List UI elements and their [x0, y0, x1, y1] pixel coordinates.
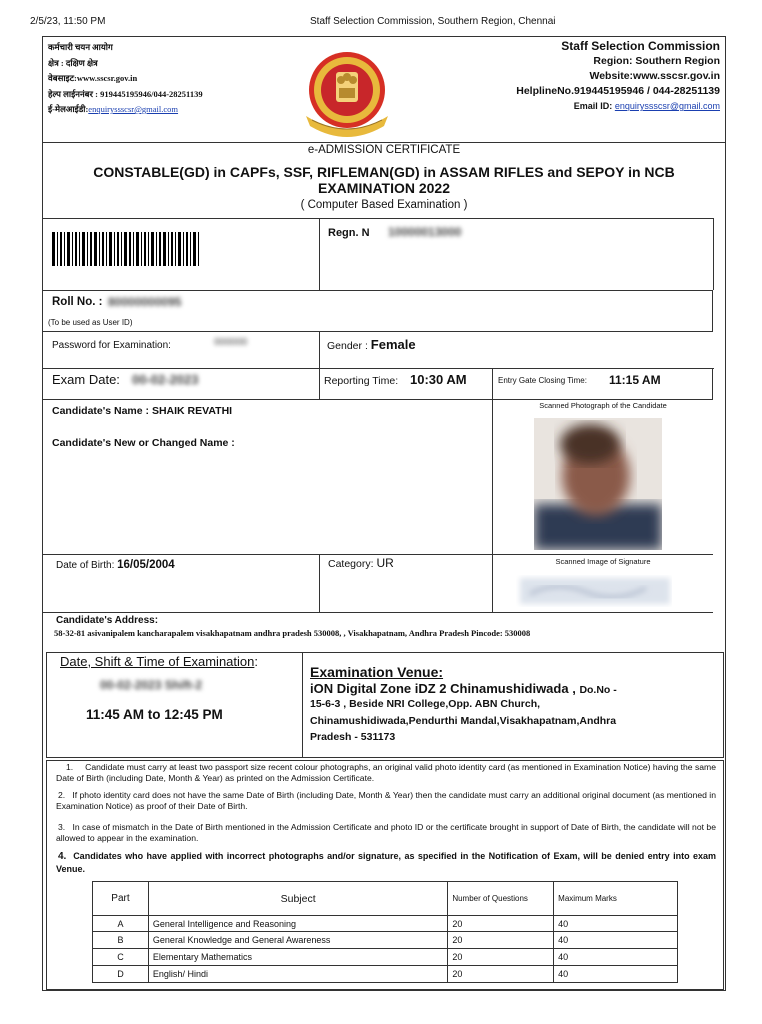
- cell-questions: 20: [448, 932, 554, 949]
- dob-value: 16/05/2004: [117, 559, 175, 571]
- exam-date-label: Exam Date:: [52, 372, 120, 387]
- instruction-3: [56, 822, 716, 844]
- photo-label: Scanned Photograph of the Candidate: [539, 401, 667, 410]
- dob-field: [56, 559, 175, 571]
- header-questions: Number of Questions: [448, 882, 554, 916]
- gender-label: Gender :: [327, 340, 368, 352]
- schedule-date-shift: 00-02-2023 Shift-2: [100, 678, 203, 692]
- venue-name-line: [310, 681, 617, 696]
- exam-title-line1: CONSTABLE(GD) in CAPFs, SSF, RIFLEMAN(GD) in ASSAM RIFLES and SEPOY in NCB: [93, 164, 675, 180]
- org-name: Staff Selection Commission: [561, 39, 720, 53]
- exam-date-value: 00-02-2023: [132, 372, 199, 387]
- schedule-heading-colon: :: [254, 654, 258, 669]
- instruction-2-num: 2.: [58, 790, 66, 800]
- exam-title-line2: EXAMINATION 2022: [318, 180, 450, 196]
- dob-label: Date of Birth:: [56, 560, 115, 571]
- print-title: Staff Selection Commission, Southern Region, Chennai: [310, 16, 556, 27]
- category-value: UR: [376, 556, 394, 570]
- signature-image: [516, 572, 672, 608]
- regn-value: 10000013000: [388, 225, 462, 239]
- venue-line4: Pradesh - 531173: [310, 731, 396, 743]
- venue-line2: 15-6-3 , Beside NRI College,Opp. ABN Church,: [310, 698, 541, 710]
- gate-label: Entry Gate Closing Time:: [498, 376, 587, 385]
- cell-questions: 20: [448, 949, 554, 966]
- roll-note: (To be used as User ID): [48, 318, 133, 327]
- email-link[interactable]: enquiryssscsr@gmail.com: [614, 101, 720, 111]
- email-label: Email ID:: [573, 101, 613, 111]
- cell-part: B: [93, 932, 149, 949]
- website-text: Website:www.sscsr.gov.in: [589, 70, 720, 82]
- schedule-heading: [60, 654, 258, 669]
- name-value: SHAIK REVATHI: [151, 405, 233, 417]
- schedule-time: 11:45 AM to 12:45 PM: [86, 707, 223, 722]
- cell-subject: English/ Hindi: [148, 966, 447, 983]
- divider: [492, 400, 493, 612]
- signature-label: Scanned Image of Signature: [555, 557, 651, 566]
- hindi-region: क्षेत्र : दक्षिण क्षेत्र: [48, 57, 98, 68]
- cell-marks: 40: [554, 966, 678, 983]
- table-header-row: [93, 882, 678, 916]
- venue-line3: Chinamushidiwada,Pendurthi Mandal,Visakhapatnam,Andhra: [310, 715, 617, 727]
- certificate-type: e-ADMISSION CERTIFICATE: [307, 144, 461, 156]
- instruction-1: [56, 762, 716, 784]
- roll-label: Roll No. :: [52, 296, 103, 308]
- gender-value: Female: [370, 337, 416, 352]
- hindi-helpline: हेल्प लाईननंबर : 919445195946/044-28251139: [48, 88, 203, 99]
- instruction-3-num: 3.: [58, 822, 66, 832]
- gender-field: [327, 337, 416, 352]
- hindi-website: वेबसाइट:www.sscsr.gov.in: [48, 73, 138, 83]
- divider: [319, 554, 320, 612]
- subjects-table: [92, 881, 678, 983]
- roll-value: 80000000095: [108, 295, 182, 309]
- divider: [42, 554, 492, 555]
- divider: [319, 368, 320, 400]
- cell-subject: Elementary Mathematics: [148, 949, 447, 966]
- password-label: Password for Examination:: [52, 340, 171, 351]
- address-label: Candidate's Address:: [56, 615, 159, 626]
- gate-value: 11:15 AM: [609, 373, 661, 387]
- cell-subject: General Intelligence and Reasoning: [148, 916, 447, 932]
- cell-part: D: [93, 966, 149, 983]
- instruction-2-text: If photo identity card does not have the same Date of Birth (including Date, Month & Year) then the candidate must carry an additional original document (as mentioned in Examination Notice) as proof of their Date of Birth.: [56, 790, 716, 811]
- category-label: Category:: [328, 558, 374, 570]
- instruction-1-text: Candidate must carry at least two passport size recent colour photographs, an original valid photo identity card (as mentioned in Examination Notice) having the same Date of Birth (including Date, Month & Year) as printed on the Admission Certificate.: [56, 762, 716, 783]
- helpline-text: HelplineNo.919445195946 / 044-28251139: [516, 85, 720, 97]
- divider: [713, 218, 714, 290]
- candidate-photo: [534, 418, 662, 550]
- barcode: [52, 232, 202, 266]
- instruction-4: [56, 850, 716, 875]
- table-row: [93, 966, 678, 983]
- cell-questions: 20: [448, 966, 554, 983]
- cell-marks: 40: [554, 949, 678, 966]
- table-row: [93, 916, 678, 932]
- regn-label: Regn. N: [328, 227, 370, 239]
- cell-part: C: [93, 949, 149, 966]
- table-row: [93, 949, 678, 966]
- instruction-3-text: In case of mismatch in the Date of Birth mentioned in the Admission Certificate and photo ID or the certificate brought in support of Date of Birth, the candidate will not be allowed to appear in the examination.: [56, 822, 716, 843]
- region-text: Region: Southern Region: [593, 55, 720, 67]
- schedule-heading-text: Date, Shift & Time of Examination: [60, 654, 255, 669]
- divider: [319, 218, 320, 290]
- venue-doorno: Do.No -: [579, 684, 617, 696]
- header-left: [48, 40, 203, 118]
- cell-marks: 40: [554, 916, 678, 932]
- header-part: Part: [93, 882, 149, 916]
- header-right: [460, 38, 720, 113]
- name-label: Candidate's Name :: [52, 405, 150, 417]
- divider: [492, 368, 493, 400]
- print-datetime: 2/5/23, 11:50 PM: [30, 16, 106, 27]
- divider: [42, 142, 726, 143]
- ssc-emblem-icon: [296, 50, 398, 138]
- venue-heading: Examination Venue:: [310, 664, 444, 680]
- new-name-label: Candidate's New or Changed Name :: [52, 437, 235, 449]
- instruction-4-text: Candidates who have applied with incorrect photographs and/or signature, as specified in the Notification of Exam, will be denied entry into exam Venue.: [56, 851, 716, 874]
- instruction-4-num: 4.: [58, 851, 67, 862]
- exam-mode: ( Computer Based Examination ): [300, 199, 468, 211]
- table-row: [93, 932, 678, 949]
- cell-part: A: [93, 916, 149, 932]
- header-marks: Maximum Marks: [554, 882, 678, 916]
- venue-name: iON Digital Zone iDZ 2 Chinamushidiwada ,: [310, 681, 576, 696]
- category-field: [328, 556, 394, 570]
- divider: [302, 652, 303, 758]
- name-field: [52, 405, 232, 417]
- cell-subject: General Knowledge and General Awareness: [148, 932, 447, 949]
- hindi-email-link[interactable]: enquiryssscsr@gmail.com: [88, 104, 179, 114]
- cell-questions: 20: [448, 916, 554, 932]
- password-value: 000000: [214, 337, 248, 348]
- cell-marks: 40: [554, 932, 678, 949]
- divider: [319, 332, 320, 368]
- instruction-2: [56, 790, 716, 812]
- reporting-label: Reporting Time:: [324, 375, 399, 387]
- hindi-org: कर्मचारी चयन आयोग: [48, 42, 113, 52]
- instruction-1-num: 1.: [66, 762, 74, 772]
- header-subject: Subject: [148, 882, 447, 916]
- divider: [492, 554, 713, 555]
- hindi-email-label: ई-मेलआईडी:: [48, 104, 89, 114]
- address-value: 58-32-81 asivanipalem kancharapalem visakhapatnam andhra pradesh 530008, , Visakhapatnam, Andhra Pradesh Pincode: 530008: [54, 628, 531, 638]
- reporting-value: 10:30 AM: [410, 372, 467, 387]
- divider: [42, 612, 713, 613]
- divider: [42, 218, 714, 219]
